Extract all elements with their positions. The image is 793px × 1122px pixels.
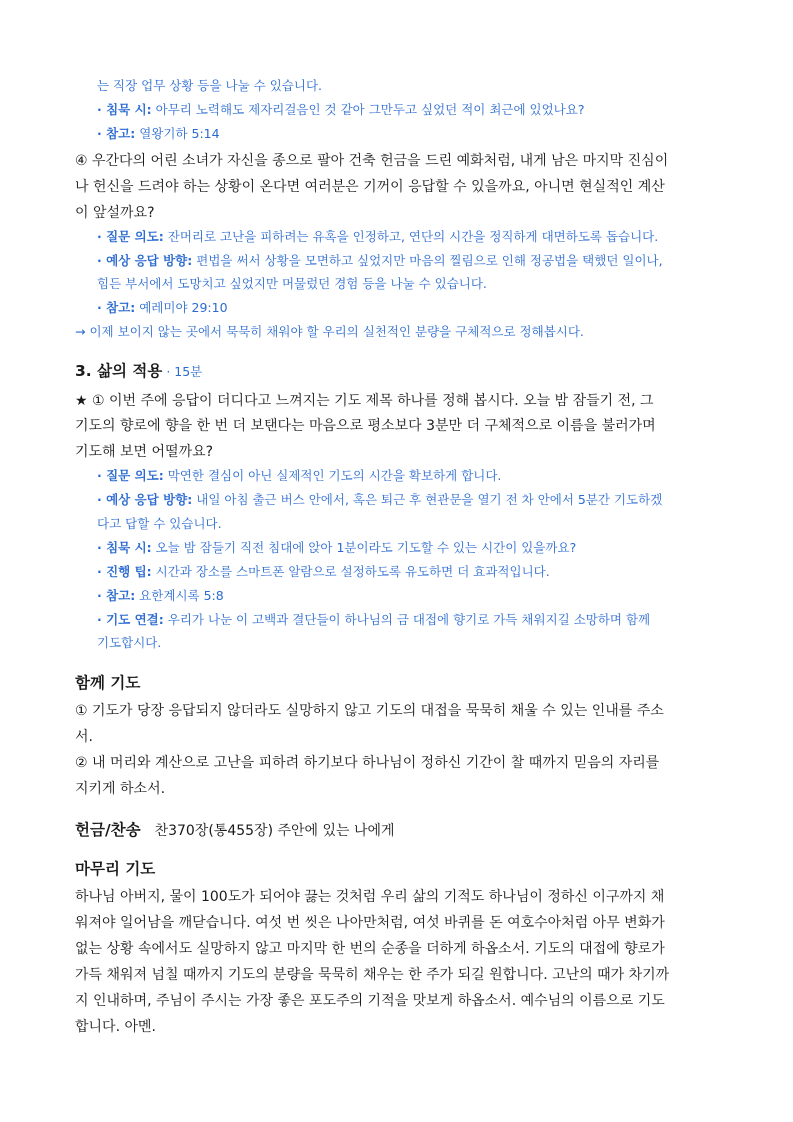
- closing-prayer-line-1: 하나님 아버지, 물이 100도가 되어야 끓는 것처럼 우리 삶의 기적도 하나님이 정하신 이구까지 채: [75, 889, 665, 905]
- q3-silence-line: [97, 100, 584, 118]
- s3-answer-line-1: [97, 490, 662, 508]
- together-prayer-1-line-1: ① 기도가 당장 응답되지 않더라도 실망하지 않고 기도의 대접을 묵묵히 채울 수 있는 인내를 주소: [75, 703, 664, 719]
- reference-text: 요한계시록 5:8: [135, 588, 224, 603]
- q4-intent-line: [97, 227, 658, 245]
- s3-reference-line: [97, 586, 224, 604]
- closing-prayer-heading: 마무리 기도: [75, 860, 156, 878]
- question-4-line-3: 이 앞설까요?: [75, 205, 155, 221]
- prayer-link-label: · 기도 연결:: [97, 612, 164, 627]
- answer-text: 편법을 써서 상황을 모면하고 싶었지만 마음의 찔림으로 인해 정공법을 택했던 일이나,: [192, 253, 663, 268]
- section-3-duration: · 15분: [162, 364, 203, 379]
- together-prayer-2-line-2: 지키게 하소서.: [75, 781, 166, 797]
- closing-prayer-line-4: 가득 채워져 넘칠 때까지 기도의 분량을 묵묵히 채우는 한 주가 되길 원합니다. 고난의 때가 차기까: [75, 967, 670, 983]
- answer-label: · 예상 응답 방향:: [97, 253, 193, 268]
- application-line-2: 기도의 향로에 향을 한 번 더 보탠다는 마음으로 평소보다 3분만 더 구체적으로 이름을 불러가며: [75, 418, 656, 434]
- silence-label: · 침묵 시:: [97, 540, 152, 555]
- hymn-heading: [75, 818, 395, 840]
- section-3-heading: [75, 359, 202, 381]
- s3-intent-line: [97, 466, 501, 484]
- hymn-text: 찬370장(통455장) 주안에 있는 나에게: [154, 823, 395, 839]
- section-3-title: 3. 삶의 적용: [75, 362, 163, 380]
- closing-prayer-line-3: 없는 상황 속에서도 실망하지 않고 마지막 한 번의 순종을 더하게 하옵소서. 기도의 대접에 향로가: [75, 941, 665, 957]
- q4-answer-line-2: 힘든 부서에서 도망치고 싶었지만 머물렀던 경험 등을 나눌 수 있습니다.: [97, 276, 487, 291]
- together-prayer-heading: 함께 기도: [75, 674, 141, 692]
- reference-text: 열왕기하 5:14: [135, 126, 220, 141]
- reference-label: · 참고:: [97, 588, 136, 603]
- continuation-text: 는 직장 업무 상황 등을 나눌 수 있습니다.: [97, 78, 322, 93]
- answer-label: · 예상 응답 방향:: [97, 492, 193, 507]
- silence-text: 오늘 밤 잠들기 직전 침대에 앉아 1분이라도 기도할 수 있는 시간이 있을까요?: [151, 540, 577, 555]
- q3-reference-line: [97, 124, 220, 142]
- application-line-3: 기도해 보면 어떨까요?: [75, 444, 214, 460]
- reference-label: · 참고:: [97, 300, 136, 315]
- hymn-title: 헌금/찬송: [75, 821, 141, 839]
- together-prayer-2-line-1: ② 내 머리와 계산으로 고난을 피하려 하기보다 하나님이 정하신 기간이 찰 때까지 믿음의 자리를: [75, 755, 660, 771]
- together-prayer-1-line-2: 서.: [75, 729, 93, 745]
- closing-prayer-line-5: 지 인내하며, 주님이 주시는 가장 좋은 포도주의 기적을 맛보게 하옵소서. 예수님의 이름으로 기도: [75, 993, 665, 1009]
- reference-text: 예레미야 29:10: [135, 300, 228, 315]
- intent-label: · 질문 의도:: [97, 468, 164, 483]
- application-line-1: ★ ① 이번 주에 응답이 더디다고 느껴지는 기도 제목 하나를 정해 봅시다. 오늘 밤 잠들기 전, 그: [75, 393, 654, 409]
- s3-prayer-line-1: [97, 610, 650, 628]
- closing-prayer-line-6: 합니다. 아멘.: [75, 1019, 156, 1035]
- silence-label: · 침묵 시:: [97, 102, 152, 117]
- silence-text: 아무리 노력해도 제자리걸음인 것 같아 그만두고 싶었던 적이 최근에 있었나요?: [151, 102, 585, 117]
- closing-prayer-line-2: 워져야 일어남을 깨닫습니다. 여섯 번 씻은 나아만처럼, 여섯 바퀴를 돈 여호수아처럼 아무 변화가: [75, 915, 665, 931]
- transition-text: → 이제 보이지 않는 곳에서 묵묵히 채워야 할 우리의 실천적인 분량을 구체적으로 정해봅시다.: [75, 324, 584, 339]
- answer-text: 내일 아침 출근 버스 안에서, 혹은 퇴근 후 현관문을 열기 전 차 안에서 5분간 기도하겠: [192, 492, 663, 507]
- tip-text: 시간과 장소를 스마트폰 알람으로 설정하도록 유도하면 더 효과적입니다.: [151, 564, 550, 579]
- q4-answer-line-1: [97, 251, 663, 269]
- intent-text: 잔머리로 고난을 피하려는 유혹을 인정하고, 연단의 시간을 정직하게 대면하도록 돕습니다.: [163, 229, 659, 244]
- s3-prayer-line-2: 기도합시다.: [97, 635, 162, 650]
- s3-silence-line: [97, 538, 576, 556]
- reference-label: · 참고:: [97, 126, 136, 141]
- q4-reference-line: [97, 298, 228, 316]
- intent-text: 막연한 결심이 아닌 실제적인 기도의 시간을 확보하게 합니다.: [163, 468, 502, 483]
- question-4-line-2: 나 헌신을 드려야 하는 상황이 온다면 여러분은 기꺼이 응답할 수 있을까요, 아니면 현실적인 계산: [75, 179, 665, 195]
- tip-label: · 진행 팁:: [97, 564, 152, 579]
- s3-tip-line: [97, 562, 550, 580]
- s3-answer-line-2: 다고 답할 수 있습니다.: [97, 516, 222, 531]
- intent-label: · 질문 의도:: [97, 229, 164, 244]
- question-4-line-1: ④ 우간다의 어린 소녀가 자신을 종으로 팔아 건축 헌금을 드린 예화처럼, 내게 남은 마지막 진심이: [75, 153, 669, 169]
- prayer-link-text: 우리가 나눈 이 고백과 결단들이 하나님의 금 대접에 향기로 가득 채워지길 소망하며 함께: [163, 612, 651, 627]
